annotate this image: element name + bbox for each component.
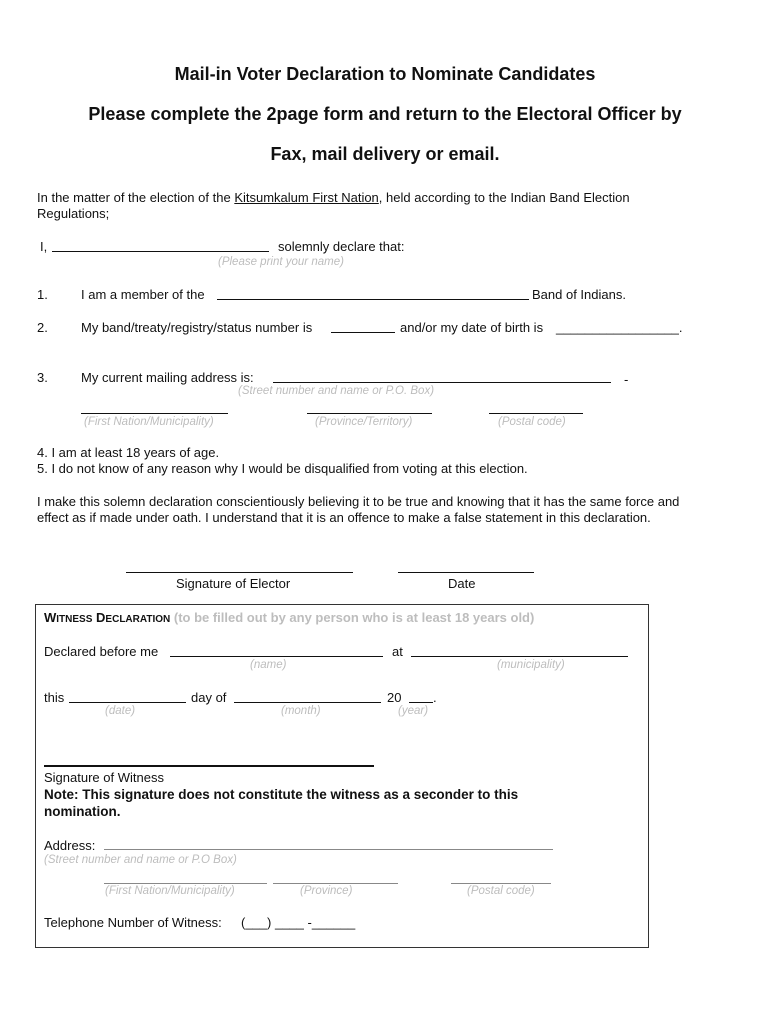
this-label: this	[44, 690, 65, 705]
witness-address-label: Address:	[44, 838, 96, 853]
witness-year-hint: (year)	[398, 705, 429, 717]
elector-signature-label: Signature of Elector	[176, 576, 291, 591]
item-1-text: I am a member of the	[81, 287, 205, 302]
witness-heading-d: D	[96, 610, 106, 625]
year-prefix: 20	[387, 690, 402, 705]
item-1-number: 1.	[37, 287, 48, 302]
mailing-province-field[interactable]	[307, 413, 432, 414]
form-title: Mail-in Voter Declaration to Nominate Candidates	[174, 64, 596, 84]
province-hint: (Province/Territory)	[315, 416, 413, 428]
band-name-field[interactable]	[217, 299, 529, 300]
witness-year-field[interactable]	[409, 702, 433, 703]
mailing-municipality-field[interactable]	[81, 413, 228, 414]
declarant-prefix: I,	[40, 239, 48, 254]
item-2-number: 2.	[37, 320, 48, 335]
at-label: at	[392, 644, 403, 659]
solemn-line2: effect as if made under oath. I understand that it is an offence to make a false statement in this declaration.	[37, 510, 651, 525]
day-of-label: day of	[191, 690, 227, 705]
item-4-text: 4. I am at least 18 years of age.	[37, 445, 220, 460]
witness-heading	[44, 610, 534, 625]
date-of-birth-field[interactable]: _________________.	[556, 320, 683, 335]
witness-month-field[interactable]	[234, 702, 381, 703]
municipality-hint: (First Nation/Municipality)	[84, 416, 214, 428]
witness-name-hint: (name)	[250, 659, 287, 671]
witness-heading-itness: ITNESS	[56, 614, 93, 625]
witness-signature-field[interactable]	[44, 765, 374, 767]
witness-note-line2: nomination.	[44, 804, 121, 819]
witness-name-field[interactable]	[170, 656, 383, 657]
witness-province-field[interactable]	[273, 883, 398, 884]
intro-line1	[37, 190, 630, 205]
year-period: .	[433, 690, 437, 705]
mailing-street-field[interactable]	[273, 382, 611, 383]
solemn-line1: I make this solemn declaration conscientiously believing it to be true and knowing that it has the same force and	[37, 494, 680, 509]
witness-date-hint: (date)	[105, 705, 136, 717]
item-2-mid: and/or my date of birth is	[400, 320, 544, 335]
declared-before-label: Declared before me	[44, 644, 159, 659]
item-3-dash: -	[624, 372, 629, 387]
intro-prefix: In the matter of the election of the	[37, 190, 231, 205]
item-3-number: 3.	[37, 370, 48, 385]
intro-suffix: , held according to the Indian Band Election	[378, 190, 630, 205]
declarant-name-field[interactable]	[52, 251, 269, 252]
witness-municipality-address-field[interactable]	[104, 883, 267, 884]
date-label: Date	[448, 576, 476, 591]
postal-hint: (Postal code)	[498, 416, 566, 428]
witness-muni-hint: (First Nation/Municipality)	[105, 885, 235, 897]
witness-month-hint: (month)	[281, 705, 321, 717]
witness-day-field[interactable]	[69, 702, 186, 703]
witness-heading-eclaration: ECLARATION	[105, 614, 171, 625]
witness-postal-hint: (Postal code)	[467, 885, 535, 897]
elector-date-field[interactable]	[398, 572, 534, 573]
witness-street-field[interactable]	[104, 849, 553, 850]
witness-heading-w: W	[44, 610, 57, 625]
item-1-suffix: Band of Indians.	[532, 287, 626, 302]
first-nation-name: Kitsumkalum First Nation	[234, 190, 379, 205]
witness-phone-label: Telephone Number of Witness:	[44, 915, 222, 930]
witness-municipality-field[interactable]	[411, 656, 628, 657]
witness-note-line1: Note: This signature does not constitute the witness as a seconder to this	[44, 787, 519, 802]
witness-province-hint: (Province)	[300, 885, 353, 897]
status-number-field[interactable]	[331, 332, 395, 333]
form-instructions-line1: Please complete the 2page form and return to the Electoral Officer by	[88, 104, 682, 124]
witness-signature-label: Signature of Witness	[44, 770, 164, 785]
street-hint: (Street number and name or P.O. Box)	[238, 385, 435, 397]
witness-heading-note: (to be filled out by any person who is at least 18 years old)	[173, 610, 535, 625]
item-3-text: My current mailing address is:	[81, 370, 254, 385]
witness-street-hint: (Street number and name or P.O Box)	[44, 854, 237, 866]
item-5-text: 5. I do not know of any reason why I would be disqualified from voting at this election.	[37, 461, 528, 476]
intro-line2: Regulations;	[37, 206, 110, 221]
item-2-text: My band/treaty/registry/status number is	[81, 320, 313, 335]
form-instructions-line2: Fax, mail delivery or email.	[270, 144, 500, 164]
name-hint: (Please print your name)	[218, 256, 344, 268]
witness-municipality-hint: (municipality)	[497, 659, 565, 671]
elector-signature-field[interactable]	[126, 572, 353, 573]
witness-phone-field[interactable]: (___) ____ -______	[241, 915, 356, 930]
mailing-postal-field[interactable]	[489, 413, 583, 414]
witness-postal-field[interactable]	[451, 883, 551, 884]
solemnly-declare-text: solemnly declare that:	[278, 239, 405, 254]
